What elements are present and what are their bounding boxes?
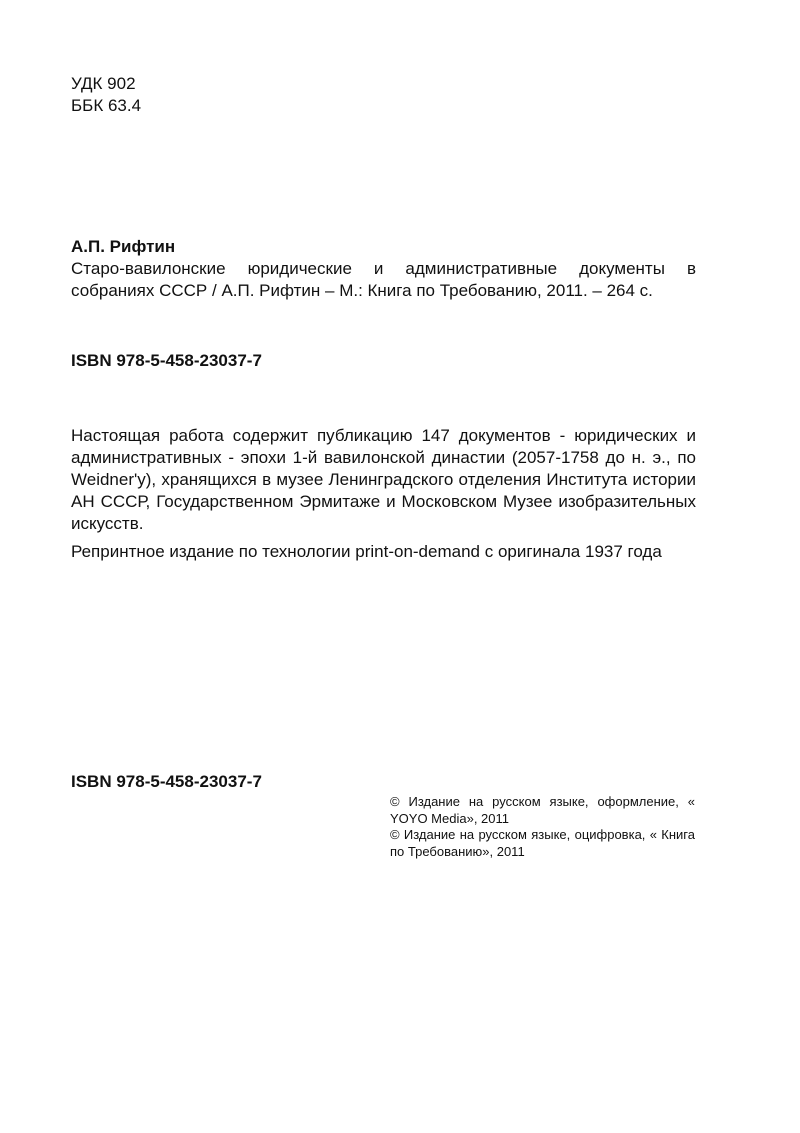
copyright-digitization: © Издание на русском языке, оцифровка, « Книга по Требованию», 2011 [390,827,695,859]
abstract-paragraph: Настоящая работа содержит публикацию 147 документов - юридических и административных - эпохи 1-й вавилонской династии (2057-1758 до н. э., по Weidner'y), хранящихся в музее Ленинградского отделения Института истории АН СССР, Государственном Эрмитаже и Московском Музее изобразительных искусств. [71,426,696,533]
author-name: А.П. Рифтин [71,237,176,256]
bbk-code: ББК 63.4 [71,96,142,115]
udk-code: УДК 902 [71,74,136,93]
bibliographic-record [71,236,696,302]
copyright-design: © Издание на русском языке, оформление, « YOYO Media», 2011 [390,794,695,826]
isbn-bottom: ISBN 978-5-458-23037-7 [71,772,262,791]
copyright-block [390,794,695,860]
isbn-top: ISBN 978-5-458-23037-7 [71,351,262,370]
classification-codes [71,73,141,117]
reprint-note: Репринтное издание по технологии print-on-demand с оригинала 1937 года [71,542,662,561]
bibliographic-description: Старо-вавилонские юридические и административные документы в собраниях СССР / А.П. Рифтин – М.: Книга по Требованию, 2011. – 264 с. [71,259,696,300]
